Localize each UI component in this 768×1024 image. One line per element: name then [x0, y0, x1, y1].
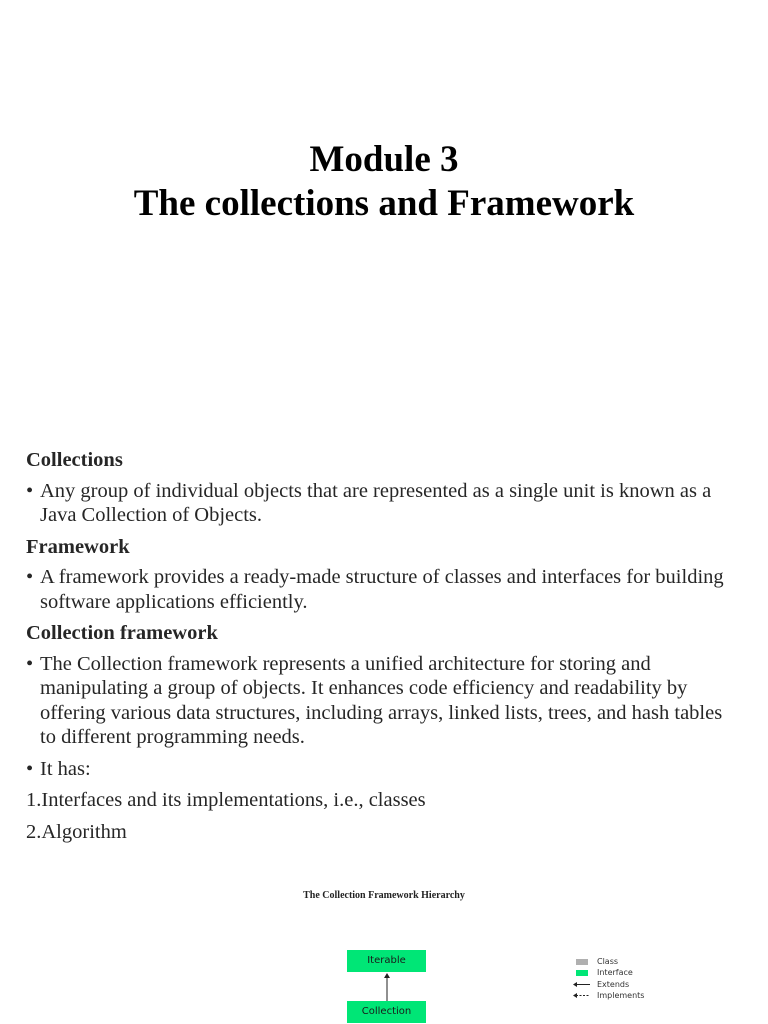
diagram-legend [572, 956, 644, 1001]
diagram-title: The Collection Framework Hierarchy [303, 890, 465, 901]
bullet-it-has [26, 757, 736, 782]
node-iterable: Iterable [347, 950, 426, 972]
numbered-item-interfaces: 1.Interfaces and its implementations, i.e., classes [26, 789, 426, 811]
bullet-text: It has: [40, 757, 91, 780]
bullet-framework-definition [26, 565, 736, 614]
legend-item-class [572, 956, 644, 967]
interface-swatch-icon [576, 970, 588, 976]
numbered-item-algorithm: 2.Algorithm [26, 820, 127, 843]
bullet-text: A framework provides a ready-made structure of classes and interfaces for building software applications efficiently. [40, 566, 724, 613]
legend-label: Implements [597, 990, 645, 1000]
solid-arrow-icon [572, 979, 592, 990]
bullet-text: Any group of individual objects that are represented as a single unit is known as a Java Collection of Objects. [40, 479, 712, 526]
heading-framework: Framework [26, 535, 130, 558]
legend-item-implements [572, 990, 644, 1001]
bullet-text: The Collection framework represents a unified architecture for storing and manipulating a group of objects. It enhances code efficiency and readability by offering various data structures, including arrays, linked lists, trees, and hash tables to different programming needs. [40, 652, 723, 748]
title-line-module: Module 3 [309, 139, 459, 180]
legend-label: Interface [597, 968, 633, 978]
class-swatch-icon [576, 959, 588, 965]
bullet-dot: • [26, 757, 34, 780]
legend-label: Class [597, 957, 619, 966]
dashed-arrow-icon [572, 990, 592, 1001]
slide-title [0, 138, 768, 226]
legend-item-extends [572, 979, 644, 990]
heading-collection-framework: Collection framework [26, 622, 218, 644]
bullet-dot: • [26, 652, 34, 675]
bullet-collections-definition [26, 479, 736, 528]
bullet-collection-framework-definition [26, 652, 736, 750]
legend-label: Extends [597, 979, 630, 989]
title-line-topic: The collections and Framework [133, 183, 635, 224]
content-body [26, 448, 736, 851]
bullet-dot: • [26, 479, 34, 502]
bullet-dot: • [26, 566, 34, 588]
extends-arrow-collection-to-iterable [380, 972, 394, 1002]
legend-item-interface [572, 967, 644, 978]
node-collection: Collection [347, 1001, 426, 1023]
heading-collections: Collections [26, 449, 123, 471]
